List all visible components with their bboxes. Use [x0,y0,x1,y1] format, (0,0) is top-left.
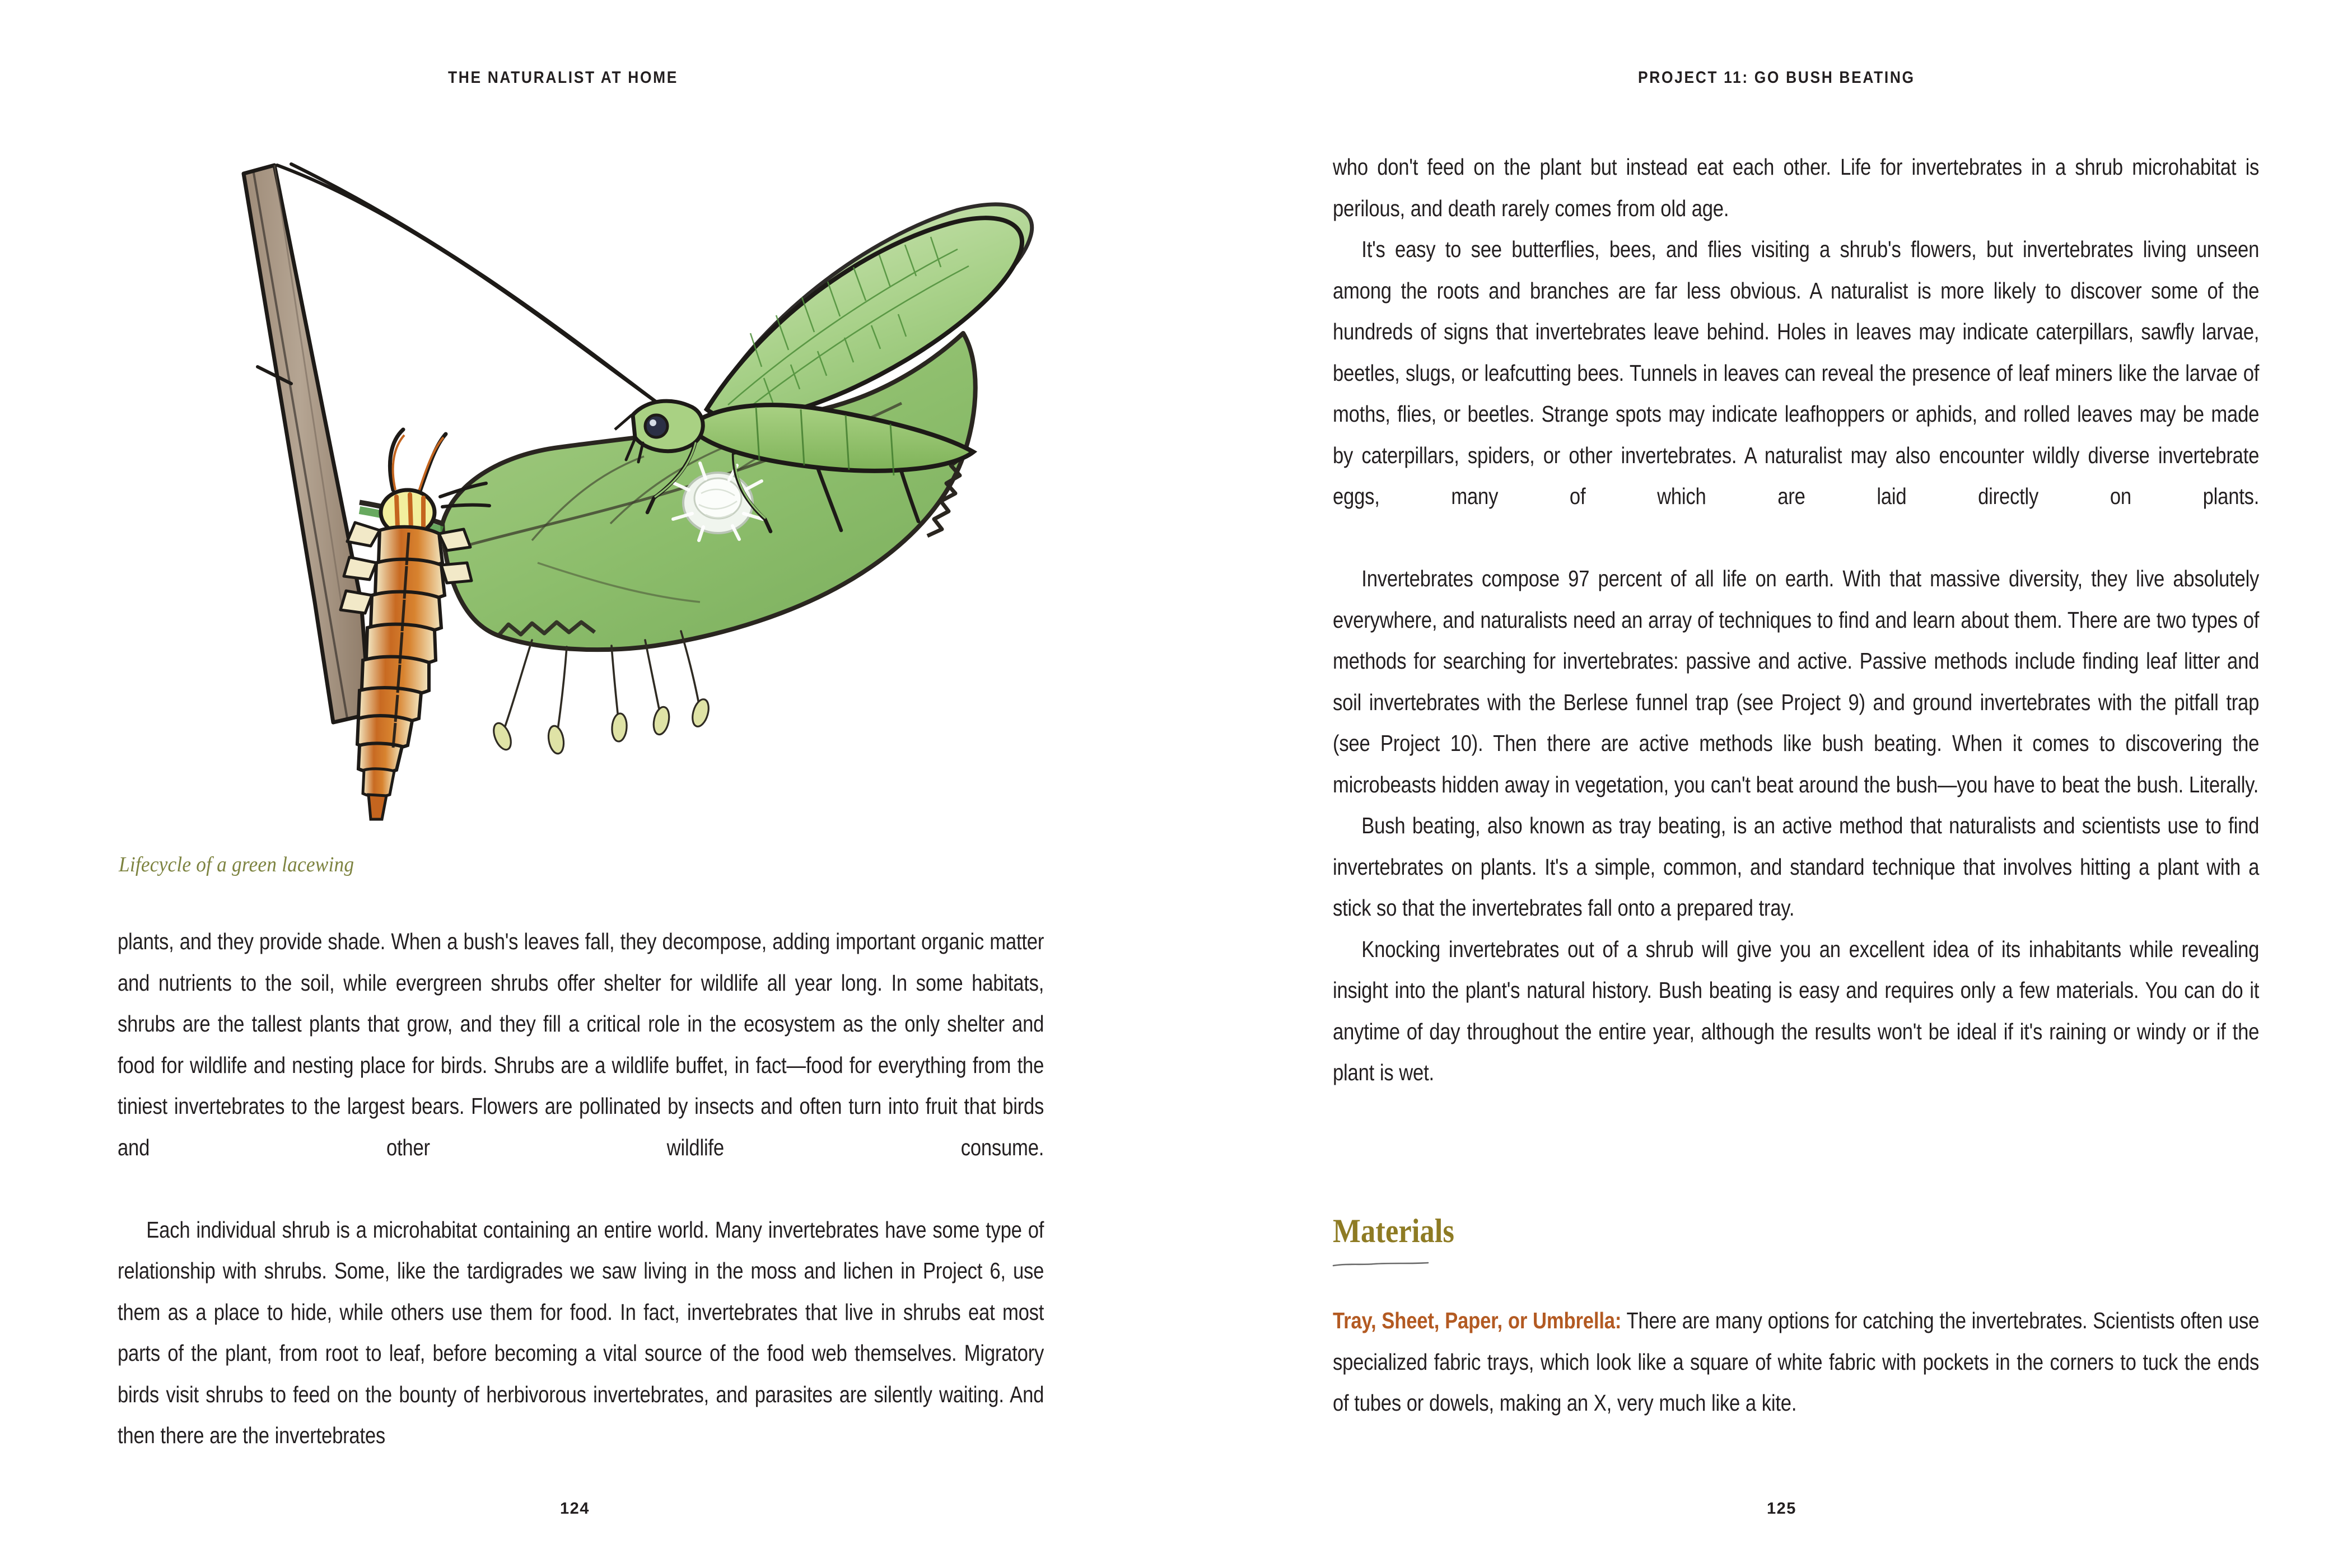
figure-caption: Lifecycle of a green lacewing [119,853,354,876]
material-description: There are many options for catching the invertebrates. Scientists often use specialized fabric trays, which look like a square of white fabric with pockets in the corners to tuck the ends of tubes or dowels, making an X, very much like a kite. [1333,1308,2260,1416]
materials-list [1333,1300,2260,1424]
material-item [1333,1300,2259,1424]
lacewing-antennae [277,164,658,403]
paragraph: It's easy to see butterflies, bees, and flies visiting a shrub's flowers, but invertebrates living unseen among the roots and branches are far less obvious. A naturalist is more likely to discover some of the hundreds of signs that invertebrates leave behind. Holes in leaves may indicate caterpillars, sawfly larvae, beetles, slugs, or leafcutting bees. Tunnels in leaves can reveal the presence of leaf miners like the larvae of moths, flies, or beetles. Strange spots may indicate leafhoppers or aphids, and rolled leaves may be made by caterpillars, spiders, or other invertebrates. A naturalist may also encounter wildly diverse invertebrate eggs, many of which are laid directly on plants. [1333,236,2260,509]
lacewing-lifecycle-illustration [106,98,1070,837]
materials-section-header [1333,1212,1471,1267]
paragraph: plants, and they provide shade. When a bush's leaves fall, they decompose, adding important organic matter and nutrients to the soil, while evergreen shrubs offer shelter for wildlife all year long. In some habitats, shrubs are the tallest plants that grow, and they fill a critical role in the ecosystem as the only shelter and food for wildlife and nesting place for birds. Shrubs are a wildlife buffet, in fact—food for everything from the tiniest invertebrates to the largest bears. Flowers are pollinated by insects and often turn into fruit that birds and other wildlife consume. [118,928,1044,1160]
hand-drawn-rule [1333,1262,1429,1267]
running-head-left: THE NATURALIST AT HOME [448,68,679,87]
right-page-text-column [1333,147,2260,1094]
paragraph: Each individual shrub is a microhabitat containing an entire world. Many invertebrates have some type of relationship with shrubs. Some, like the tardigrades we saw living in the moss and lichen in Project 6, use them as a place to hide, while others use them for food. In fact, invertebrates that live in shrubs eat most parts of the plant, from root to leaf, before becoming a vital source of the food web themselves. Migratory birds visit shrubs to feed on the bounty of herbivorous invertebrates, and parasites are silently waiting. And then there are the invertebrates [118,1216,1044,1448]
running-head-right: PROJECT 11: GO BUSH BEATING [1638,68,1915,87]
material-label: Tray, Sheet, Paper, or Umbrella: [1333,1308,1622,1333]
paragraph: who don't feed on the plant but instead eat each other. Life for invertebrates in a shrub microhabitat is perilous, and death rarely comes from old age. [1333,154,2260,221]
page-number-left: 124 [560,1500,590,1518]
page-number-right: 125 [1767,1500,1796,1518]
section-heading: Materials [1333,1212,1454,1249]
paragraph: Bush beating, also known as tray beating, is an active method that naturalists and scientists use to find invertebrates on plants. It's a simple, common, and standard technique that involves hitting a plant with a stick so that the invertebrates fall onto a prepared tray. [1333,813,2260,921]
paragraph: Knocking invertebrates out of a shrub will give you an excellent idea of its inhabitants while revealing insight into the plant's natural history. Bush beating is easy and requires only a few materials. You can do it anytime of day throughout the entire year, although the results won't be ideal if it's raining or windy or if the plant is wet. [1333,936,2260,1085]
left-page-text-column [118,921,1044,1457]
twig-illustration [244,165,370,722]
paragraph: Invertebrates compose 97 percent of all life on earth. With that massive diversity, they live absolutely everywhere, and naturalists need an array of techniques to find and learn about them. There are two types of methods for searching for invertebrates: passive and active. Passive methods include finding leaf litter and soil invertebrates with the Berlese funnel trap (see Project 9) and ground invertebrates with the pitfall trap (see Project 10). Then there are active methods like bush beating. When it comes to discovering the microbeasts hidden away in vegetation, you can't beat around the bush—you have to beat the bush. Literally. [1333,566,2260,797]
